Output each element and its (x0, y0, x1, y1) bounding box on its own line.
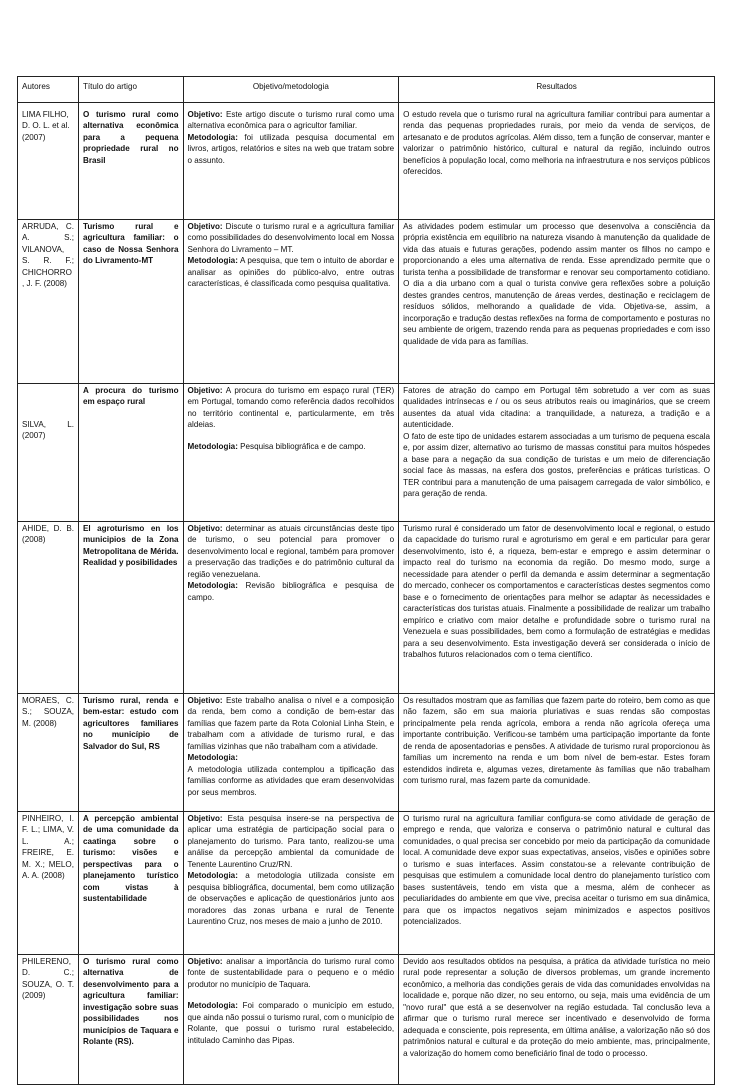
row-resultados: O estudo revela que o turismo rural na agricultura familiar contribui para aumentar a renda das pequenas propriedades rurais, por meio da venda de serviços, de artesanato e de produtos agrícolas. Além disso, tem a função de conservar, manter e valorizar o patrimônio histórico, cultural e natural da região, incluindo outros benefícios à população local, como melhoria na infraestrutura e nos serviços públicos oferecidos. (399, 103, 715, 220)
row-titulo: O turismo rural como alternativa de desenvolvimento para a agricultura familiar: investigação sobre suas possibilidades nos municípios de Taquara e Rolante (RS). (78, 955, 183, 1085)
row-objetivo-metodologia (183, 103, 399, 220)
resultados-paragraph: O fato de este tipo de unidades estarem associadas a um turismo de pequena escala e, por assim dizer, alternativo ao turismo de massas constitui para muitos hóspedes a base para a negação da sua condição de turistas e um meio de diferenciação social face às massas, na esfera dos gostos, preferências e práticas turísticas. O TER contribui para a manutenção de uma paisagem carregada de valor simbólico, e para geração de renda. (403, 431, 710, 499)
metodologia-label: Metodologia: (187, 1001, 238, 1011)
row-autores: LIMA FILHO, D. O. L. et al. (2007) (18, 103, 79, 220)
row-titulo: O turismo rural como alternativa econômica para a pequena propriedade rural no Brasil (78, 103, 183, 220)
row-objetivo-metodologia (183, 955, 399, 1085)
row-autores-text: SILVA, L. (2007) (22, 420, 74, 441)
metodologia-label: Metodologia: (187, 871, 238, 881)
objetivo-text: Este trabalho analisa o nível e a composição da renda, bem como a condição de bem-estar das famílias que fazem parte da Rota Colonial Linha Stein, e trabalham com a atividade de turismo rural, e das famílias vizinhas que não trabalham com a atividade. (187, 696, 395, 751)
row-autores: PHILERENO, D. C.; SOUZA, O. T. (2009) (18, 955, 79, 1085)
objetivo-label: Objetivo: (187, 222, 223, 231)
objetivo-label: Objetivo: (187, 696, 223, 705)
objetivo-label: Objetivo: (187, 814, 223, 823)
metodologia-text: Pesquisa bibliográfica e de campo. (240, 441, 366, 451)
row-titulo: Turismo rural e agricultura familiar: o caso de Nossa Senhora do Livramento-MT (78, 220, 183, 384)
objetivo-text: Discute o turismo rural e a agricultura familiar como possibilidades do desenvolvimento local em Nossa Senhora do Livramento – MT. (187, 222, 395, 254)
literature-review-table-page (17, 76, 715, 1085)
objetivo-text: analisar a importância do turismo rural como fonte de sustentabilidade para o pequeno e o médio produtor no município de Taquara. (187, 957, 395, 989)
objetivo-label: Objetivo: (187, 386, 223, 395)
objetivo-label: Objetivo: (187, 957, 223, 966)
metodologia-text: foi utilizada pesquisa documental em livros, artigos, relatórios e sites na web que tratam sobre o assunto. (187, 132, 395, 165)
row-autores: MORAES, C. S.; SOUZA, M. (2008) (18, 694, 79, 812)
header-resultados: Resultados (399, 77, 715, 103)
row-resultados: O turismo rural na agricultura familiar configura-se como atividade de geração de emprego e renda, que valoriza e conserva o patrimônio natural e cultural das comunidades, o qual precisa ser concebido por meio da participação da comunidade local. A comunidade deve expor suas expectativas, anseios, visões e opiniões sobre o turismo e suas interfaces. Assim constatou-se a relevante contribuição de pesquisas que estimulem a comunidade local dentro do planejamento turístico com bases sustentáveis, tendo em vista que a mesma, além de conhecer as peculiaridades do ambiente em que vive, precisa aceitar o turismo em sua dinâmica, para que os impactos negativos sejam minimizados e aspectos positivos potencializados. (399, 812, 715, 955)
objetivo-text: Este artigo discute o turismo rural como uma alternativa econômica para o agricultor familiar. (187, 110, 395, 131)
row-resultados: Devido aos resultados obtidos na pesquisa, a prática da atividade turística no meio rural pode representar a solução de diversos problemas, um grande incremento econômico, a melhoria das condições gerais de vida das comunidades envolvidas na localidade e, porque não dizer, no seu entorno, ou seja, mais uma evidência de um "novo rural" que está a se desenvolver na região estudada. Tal conclusão leva a afirmar que o turismo rural merece ser incentivado e desenvolvido de forma adequada e consciente, pois representa, em última análise, a valorização não só dos patrimônios natural e cultural e da proteção do meio ambiente, mas, principalmente, a valorização do homem como beneficiário final de todo o processo. (399, 955, 715, 1085)
objetivo-text: determinar as atuais circunstâncias deste tipo de turismo, o seu potencial para promover o desenvolvimento local e regional, também para promover a preservação das tradições e do patrimônio cultural da região venezuelana. (187, 524, 395, 579)
table-row (18, 812, 715, 955)
metodologia-text: A metodologia utilizada contemplou a tipificação das famílias conforme as atividades que eram desenvolvidas por seus membros. (187, 764, 395, 797)
header-objetivo-metodologia: Objetivo/metodologia (183, 77, 399, 103)
metodologia-label: Metodologia: (187, 132, 238, 142)
table-row (18, 522, 715, 694)
resultados-paragraph: Fatores de atração do campo em Portugal têm sobretudo a ver com as suas qualidades intrínsecas e / ou os seus atributos reais ou imaginários, que se creem ausentes da atual vida citadina: a tranquilidade, a natureza, a tradição e a autenticidade. (403, 386, 710, 430)
metodologia-text: Revisão bibliográfica e pesquisa de campo. (187, 581, 395, 602)
row-objetivo-metodologia (183, 812, 399, 955)
table-row (18, 694, 715, 812)
row-autores (18, 384, 79, 522)
objetivo-text: A procura do turismo em espaço rural (TER) em Portugal, tomando como referência dados recolhidos no território continental e, particularmente, em três aldeias. (187, 386, 395, 430)
row-resultados: Os resultados mostram que as famílias que fazem parte do roteiro, bem como as que não fazem, são em sua maioria pluriativas e suas rendas são compostas principalmente pela renda agrícola, embora a renda não agrícola ofereça uma importante contribuição. Verificou-se também uma participação importante da fonte de renda de aposentadorias e pensões. A atividade de turismo rural proporcionou às famílias um incremento na renda e um bom nível de bem-estar. Estes foram estendidos indireta e, algumas vezes, diretamente às famílias que não trabalham com turismo rural, mas fazem parte da comunidade. (399, 694, 715, 812)
literature-review-table (17, 76, 715, 1085)
row-objetivo-metodologia (183, 220, 399, 384)
metodologia-label: Metodologia: (187, 256, 238, 266)
row-autores: PINHEIRO, I. F. L.; LIMA, V. L. A.; FREIRE, E. M. X.; MELO, A. A. (2008) (18, 812, 79, 955)
objetivo-text: Esta pesquisa insere-se na perspectiva de aplicar uma estratégia de participação social para o planejamento do turismo. Para tanto, realizou-se uma análise da percepção ambiental da comunidade de Tenente Laurentino Cruz/RN. (187, 814, 395, 869)
row-titulo: El agroturismo en los municipios de la Zona Metropolitana de Mérida. Realidad y posibilidades (78, 522, 183, 694)
header-autores: Autores (18, 77, 79, 103)
row-titulo: A percepção ambiental de uma comunidade da caatinga sobre o turismo: visões e perspectivas para o planejamento turístico com vistas à sustentabilidade (78, 812, 183, 955)
objetivo-label: Objetivo: (187, 524, 223, 533)
row-resultados: As atividades podem estimular um processo que desenvolva a consciência da própria existência em equilíbrio na natureza visando à manutenção da qualidade de vida das atuais e futuras gerações, podendo assim manter os filhos no campo e proporcionando a eles uma alternativa de renda. Esse aprendizado permite que o turista tenha a possibilidade de transformar e renovar seu comportamento cotidiano. O dia a dia urbano com a qual o turista convive gera reflexões sobre a poluição destes grandes centros, manutenção de áreas verdes, destinação e reciclagem de resíduos sólidos, melhorando a qualidade de vida. Objetiva-se, assim, a incorporação e tradução destas reflexões na forma de comportamento e posturas no seu ambiente de origem, trazendo renda para as pequenas propriedades e com isso qualidade de vida para as famílias. (399, 220, 715, 384)
row-resultados (399, 384, 715, 522)
row-objetivo-metodologia (183, 522, 399, 694)
objetivo-label: Objetivo: (187, 110, 223, 119)
row-objetivo-metodologia (183, 384, 399, 522)
metodologia-text: a metodologia utilizada consiste em pesquisa bibliográfica, documental, bem como utilização de observações e aplicação de questionários junto aos moradores das zonas urbana e rural de Tenente Laurentino Cruz, nos meses de maio a junho de 2010. (187, 871, 395, 927)
metodologia-text: A pesquisa, que tem o intuito de abordar e analisar as opiniões do público-alvo, entre outras características, é classificada como pesquisa qualitativa. (187, 256, 395, 289)
table-row (18, 103, 715, 220)
row-titulo: A procura do turismo em espaço rural (78, 384, 183, 522)
row-objetivo-metodologia (183, 694, 399, 812)
row-resultados: Turismo rural é considerado um fator de desenvolvimento local e regional, o estudo da capacidade do turismo rural e agroturismo em geral e em particular para gerar desenvolvimento, isto é, a riqueza, bem-estar e emprego e assim determinar o impacto real do turismo na economia da região. Do mesmo modo, surge a necessidade para atender o perfil da demanda e assim determinar a segmentação do mercado, conhecer os comportamentos e características destes segmentos como base e o fornecimento de orientações para melhor se adaptar às necessidades e características dos turistas atuais. Finalmente a possibilidade de realizar um trabalho empírico e criativo com maior detalhe e profundidade sobre o turismo rural na Venezuela e suas possibilidades, bem como a formulação de estratégias e medidas para a seu desenvolvimento. Esta investigação deverá ser considerada o início de trabalhos futuros relacionados com o tema científico. (399, 522, 715, 694)
table-row (18, 955, 715, 1085)
metodologia-label: Metodologia: (187, 441, 238, 451)
table-row (18, 384, 715, 522)
table-header-row (18, 77, 715, 103)
table-row (18, 220, 715, 384)
row-autores: ARRUDA, C. A. S.; VILANOVA, S. R. F.; CHICHORRO, J. F. (2008) (18, 220, 79, 384)
row-autores: AHIDE, D. B. (2008) (18, 522, 79, 694)
row-titulo: Turismo rural, renda e bem-estar: estudo com agricultores familiares no município de Salvador do Sul, RS (78, 694, 183, 812)
metodologia-label: Metodologia: (187, 581, 238, 591)
metodologia-label: Metodologia: (187, 753, 238, 763)
header-titulo: Título do artigo (78, 77, 183, 103)
metodologia-text: Foi comparado o município em estudo, que ainda não possui o turismo rural, com o município de Rolante, que possui o turismo rural estabelecido, intitulado Caminho das Pipas. (187, 1001, 395, 1045)
